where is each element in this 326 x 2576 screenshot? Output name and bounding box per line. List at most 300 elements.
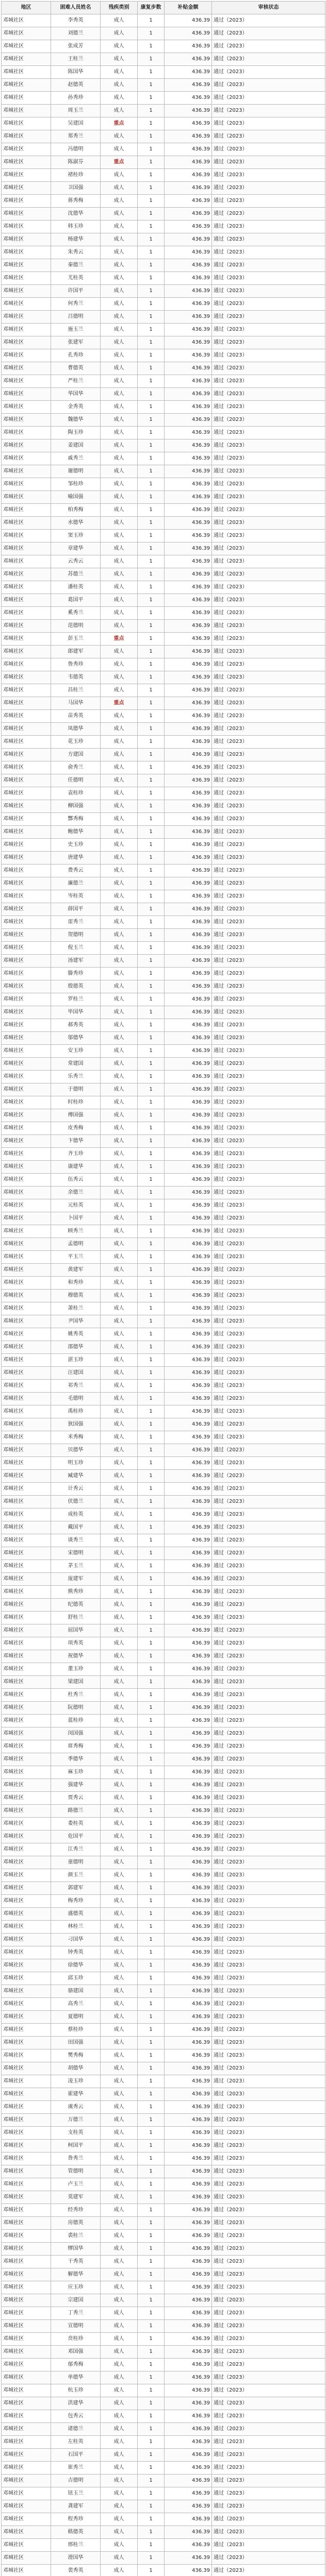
cell-amount: 436.39 xyxy=(165,143,212,156)
cell-steps: 1 xyxy=(138,362,165,375)
cell-region: 邓城社区 xyxy=(2,2243,51,2256)
cell-amount: 436.39 xyxy=(165,1663,212,1676)
cell-steps: 1 xyxy=(138,27,165,40)
cell-name: 陈淑芬 xyxy=(51,156,101,169)
table-row xyxy=(2,1934,325,1946)
cell-amount: 436.39 xyxy=(165,465,212,478)
cell-amount: 436.39 xyxy=(165,1715,212,1727)
cell-type xyxy=(101,1174,138,1187)
cell-region: 邓城社区 xyxy=(2,1431,51,1444)
table-row xyxy=(2,233,325,246)
cell-type xyxy=(101,117,138,130)
cell-region: 邓城社区 xyxy=(2,2565,51,2576)
cell-steps: 1 xyxy=(138,1096,165,1109)
cell-type xyxy=(101,439,138,452)
cell-name: 刘德兰 xyxy=(51,27,101,40)
type-badge: 成人 xyxy=(113,1061,124,1066)
table-row xyxy=(2,555,325,568)
cell-region: 邓城社区 xyxy=(2,2268,51,2281)
cell-status: 通过（2023） xyxy=(212,761,325,774)
cell-amount: 436.39 xyxy=(165,1882,212,1895)
table-row xyxy=(2,1367,325,1380)
cell-amount: 436.39 xyxy=(165,2307,212,2320)
cell-status: 通过（2023） xyxy=(212,530,325,543)
type-badge: 成人 xyxy=(113,842,124,848)
type-badge: 成人 xyxy=(113,1589,124,1595)
cell-steps: 1 xyxy=(138,1805,165,1818)
cell-steps: 1 xyxy=(138,1006,165,1019)
cell-status: 通过（2023） xyxy=(212,1998,325,2011)
table-row xyxy=(2,1921,325,1934)
cell-region: 邓城社区 xyxy=(2,2256,51,2268)
cell-region: 邓城社区 xyxy=(2,1045,51,1058)
cell-status: 通过（2023） xyxy=(212,2024,325,2037)
cell-status: 通过（2023） xyxy=(212,14,325,27)
cell-amount: 436.39 xyxy=(165,1959,212,1972)
cell-amount: 436.39 xyxy=(165,478,212,491)
cell-steps: 1 xyxy=(138,40,165,53)
cell-amount: 436.39 xyxy=(165,1934,212,1946)
cell-region: 邓城社区 xyxy=(2,2037,51,2049)
cell-region: 邓城社区 xyxy=(2,2552,51,2565)
cell-region: 邓城社区 xyxy=(2,2024,51,2037)
cell-status: 通过（2023） xyxy=(212,1251,325,1264)
cell-region: 邓城社区 xyxy=(2,1109,51,1122)
cell-type xyxy=(101,1843,138,1856)
cell-amount: 436.39 xyxy=(165,1753,212,1766)
cell-type xyxy=(101,1547,138,1560)
type-badge: 成人 xyxy=(113,2053,124,2058)
type-badge: 成人 xyxy=(113,1885,124,1891)
table-row xyxy=(2,2513,325,2526)
cell-type xyxy=(101,2256,138,2268)
cell-steps: 1 xyxy=(138,1354,165,1367)
cell-amount: 436.39 xyxy=(165,1624,212,1637)
cell-region: 邓城社区 xyxy=(2,2011,51,2024)
cell-amount: 436.39 xyxy=(165,2281,212,2294)
cell-amount: 436.39 xyxy=(165,1985,212,1998)
cell-amount: 436.39 xyxy=(165,852,212,865)
cell-status: 通过（2023） xyxy=(212,852,325,865)
cell-name: 邬德华 xyxy=(51,1032,101,1045)
cell-steps: 1 xyxy=(138,439,165,452)
cell-type xyxy=(101,105,138,117)
cell-status: 通过（2023） xyxy=(212,195,325,208)
cell-region: 邓城社区 xyxy=(2,324,51,336)
cell-type xyxy=(101,2423,138,2436)
cell-amount: 436.39 xyxy=(165,2565,212,2576)
cell-name: 祁秀兰 xyxy=(51,1380,101,1393)
cell-name: 左桂英 xyxy=(51,2436,101,2449)
cell-name: 柯国平 xyxy=(51,2140,101,2153)
cell-region: 邓城社区 xyxy=(2,1290,51,1302)
cell-amount: 436.39 xyxy=(165,903,212,916)
cell-type xyxy=(101,452,138,465)
cell-name: 卫国强 xyxy=(51,182,101,195)
cell-name: 贝德华 xyxy=(51,1444,101,1457)
cell-name: 孙秀珍 xyxy=(51,92,101,105)
type-badge: 成人 xyxy=(113,404,124,410)
cell-name: 刁国华 xyxy=(51,1934,101,1946)
type-badge: 成人 xyxy=(113,2065,124,2071)
type-badge: 成人 xyxy=(113,2233,124,2239)
cell-steps: 1 xyxy=(138,1212,165,1225)
cell-type xyxy=(101,1637,138,1650)
cell-amount: 436.39 xyxy=(165,1650,212,1663)
cell-amount: 436.39 xyxy=(165,813,212,826)
cell-region: 邓城社区 xyxy=(2,1766,51,1779)
cell-status: 通过（2023） xyxy=(212,1290,325,1302)
table-row xyxy=(2,2410,325,2423)
cell-region: 邓城社区 xyxy=(2,2294,51,2307)
cell-region: 邓城社区 xyxy=(2,1599,51,1612)
table-row xyxy=(2,1663,325,1676)
cell-type xyxy=(101,1058,138,1071)
cell-amount: 436.39 xyxy=(165,736,212,749)
cell-steps: 1 xyxy=(138,1534,165,1547)
cell-name: 祝德华 xyxy=(51,1650,101,1663)
cell-region: 邓城社区 xyxy=(2,117,51,130)
cell-type xyxy=(101,311,138,324)
cell-status: 通过（2023） xyxy=(212,2307,325,2320)
cell-region: 邓城社区 xyxy=(2,955,51,968)
cell-region: 邓城社区 xyxy=(2,233,51,246)
cell-steps: 1 xyxy=(138,1637,165,1650)
cell-region: 邓城社区 xyxy=(2,388,51,401)
cell-region: 邓城社区 xyxy=(2,517,51,530)
cell-steps: 1 xyxy=(138,1225,165,1238)
cell-status: 通过（2023） xyxy=(212,1805,325,1818)
cell-region: 邓城社区 xyxy=(2,285,51,298)
table-row xyxy=(2,117,325,130)
cell-status: 通过（2023） xyxy=(212,2127,325,2140)
cell-steps: 1 xyxy=(138,2178,165,2191)
cell-steps: 1 xyxy=(138,1599,165,1612)
cell-name: 章建华 xyxy=(51,543,101,555)
cell-status: 通过（2023） xyxy=(212,736,325,749)
type-badge: 成人 xyxy=(113,1048,124,1054)
cell-amount: 436.39 xyxy=(165,130,212,143)
cell-amount: 436.39 xyxy=(165,1843,212,1856)
cell-steps: 1 xyxy=(138,1470,165,1483)
cell-status: 通过（2023） xyxy=(212,2230,325,2243)
table-row xyxy=(2,710,325,723)
cell-region: 邓城社区 xyxy=(2,1496,51,1509)
cell-region: 邓城社区 xyxy=(2,710,51,723)
cell-amount: 436.39 xyxy=(165,66,212,79)
cell-name: 单德华 xyxy=(51,2371,101,2384)
cell-name: 纪德英 xyxy=(51,1599,101,1612)
table-row xyxy=(2,27,325,40)
cell-name: 鲁秀珍 xyxy=(51,658,101,671)
cell-amount: 436.39 xyxy=(165,1779,212,1792)
cell-type xyxy=(101,2243,138,2256)
cell-name: 徐德华 xyxy=(51,1959,101,1972)
table-row xyxy=(2,1277,325,1290)
cell-name: 路德兰 xyxy=(51,1805,101,1818)
table-row xyxy=(2,581,325,594)
table-row xyxy=(2,53,325,66)
cell-type xyxy=(101,1251,138,1264)
cell-amount: 436.39 xyxy=(165,1457,212,1470)
cell-status: 通过（2023） xyxy=(212,401,325,414)
cell-status: 通过（2023） xyxy=(212,890,325,903)
cell-name: 夏德明 xyxy=(51,2011,101,2024)
cell-region: 邓城社区 xyxy=(2,2307,51,2320)
cell-name: 洪建华 xyxy=(51,2397,101,2410)
cell-region: 邓城社区 xyxy=(2,736,51,749)
cell-type xyxy=(101,1792,138,1805)
cell-name: 邵德华 xyxy=(51,1341,101,1354)
cell-name: 邹桂珍 xyxy=(51,478,101,491)
type-badge: 成人 xyxy=(113,1911,124,1917)
cell-amount: 436.39 xyxy=(165,1405,212,1418)
type-badge: 成人 xyxy=(113,236,124,242)
cell-steps: 1 xyxy=(138,1148,165,1161)
cell-amount: 436.39 xyxy=(165,105,212,117)
cell-amount: 436.39 xyxy=(165,1792,212,1805)
cell-status: 通过（2023） xyxy=(212,2243,325,2256)
table-row xyxy=(2,272,325,285)
table-row xyxy=(2,246,325,259)
cell-status: 通过（2023） xyxy=(212,903,325,916)
cell-region: 邓城社区 xyxy=(2,1315,51,1328)
cell-status: 通过（2023） xyxy=(212,2153,325,2165)
cell-region: 邓城社区 xyxy=(2,1521,51,1534)
cell-amount: 436.39 xyxy=(165,1921,212,1934)
cell-amount: 436.39 xyxy=(165,2333,212,2346)
cell-steps: 1 xyxy=(138,1277,165,1290)
cell-region: 邓城社区 xyxy=(2,298,51,311)
cell-amount: 436.39 xyxy=(165,195,212,208)
cell-name: 朱秀云 xyxy=(51,246,101,259)
type-badge: 成人 xyxy=(113,430,124,435)
cell-amount: 436.39 xyxy=(165,1766,212,1779)
cell-steps: 1 xyxy=(138,929,165,942)
cell-steps: 1 xyxy=(138,530,165,543)
cell-region: 邓城社区 xyxy=(2,1225,51,1238)
cell-status: 通过（2023） xyxy=(212,813,325,826)
cell-steps: 1 xyxy=(138,272,165,285)
cell-amount: 436.39 xyxy=(165,1831,212,1843)
cell-name: 陈国华 xyxy=(51,66,101,79)
cell-region: 邓城社区 xyxy=(2,2423,51,2436)
cell-amount: 436.39 xyxy=(165,1547,212,1560)
type-badge: 成人 xyxy=(113,906,124,912)
cell-steps: 1 xyxy=(138,130,165,143)
cell-status: 通过（2023） xyxy=(212,2410,325,2423)
cell-status: 通过（2023） xyxy=(212,221,325,233)
cell-region: 邓城社区 xyxy=(2,1277,51,1290)
type-badge: 成人 xyxy=(113,1241,124,1247)
table-row xyxy=(2,427,325,439)
cell-status: 通过（2023） xyxy=(212,2088,325,2101)
cell-steps: 1 xyxy=(138,233,165,246)
table-row xyxy=(2,2462,325,2475)
cell-name: 姚秀英 xyxy=(51,1328,101,1341)
table-row xyxy=(2,2475,325,2487)
cell-status: 通过（2023） xyxy=(212,259,325,272)
type-badge: 成人 xyxy=(113,2490,124,2496)
cell-steps: 1 xyxy=(138,749,165,761)
cell-name: 梅秀珍 xyxy=(51,1895,101,1908)
cell-name: 杭玉珍 xyxy=(51,2384,101,2397)
cell-amount: 436.39 xyxy=(165,1019,212,1032)
type-badge: 成人 xyxy=(113,2014,124,2020)
cell-steps: 1 xyxy=(138,401,165,414)
cell-steps: 1 xyxy=(138,2256,165,2268)
cell-type xyxy=(101,2410,138,2423)
table-row xyxy=(2,143,325,156)
cell-type xyxy=(101,594,138,607)
cell-name: 俞秀兰 xyxy=(51,761,101,774)
table-row xyxy=(2,324,325,336)
cell-region: 邓城社区 xyxy=(2,1831,51,1843)
table-row xyxy=(2,1547,325,1560)
table-row xyxy=(2,1135,325,1148)
table-row xyxy=(2,633,325,646)
cell-type xyxy=(101,839,138,852)
cell-amount: 436.39 xyxy=(165,1212,212,1225)
cell-status: 通过（2023） xyxy=(212,2539,325,2552)
table-row xyxy=(2,607,325,620)
cell-name: 熊秀珍 xyxy=(51,1586,101,1599)
cell-amount: 436.39 xyxy=(165,517,212,530)
cell-steps: 1 xyxy=(138,877,165,890)
table-row xyxy=(2,1444,325,1457)
cell-type xyxy=(101,2191,138,2204)
table-row xyxy=(2,439,325,452)
cell-name: 干秀英 xyxy=(51,2256,101,2268)
type-badge: 成人 xyxy=(113,1679,124,1685)
table-row xyxy=(2,1457,325,1470)
type-badge: 成人 xyxy=(113,1383,124,1388)
cell-name: 严桂兰 xyxy=(51,375,101,388)
cell-amount: 436.39 xyxy=(165,1599,212,1612)
cell-status: 通过（2023） xyxy=(212,1534,325,1547)
type-badge: 成人 xyxy=(113,1718,124,1723)
cell-status: 通过（2023） xyxy=(212,723,325,736)
cell-type xyxy=(101,1405,138,1418)
cell-region: 邓城社区 xyxy=(2,2075,51,2088)
table-row xyxy=(2,877,325,890)
cell-name: 郎建军 xyxy=(51,646,101,658)
cell-region: 邓城社区 xyxy=(2,1740,51,1753)
cell-name: 娄桂英 xyxy=(51,1818,101,1831)
cell-amount: 436.39 xyxy=(165,1586,212,1599)
table-row xyxy=(2,684,325,697)
table-row xyxy=(2,478,325,491)
cell-type xyxy=(101,543,138,555)
cell-name: 萧桂兰 xyxy=(51,1302,101,1315)
cell-type xyxy=(101,1277,138,1290)
table-row xyxy=(2,2062,325,2075)
table-row xyxy=(2,40,325,53)
cell-status: 通过（2023） xyxy=(212,2371,325,2384)
cell-region: 邓城社区 xyxy=(2,1959,51,1972)
cell-status: 通过（2023） xyxy=(212,362,325,375)
cell-amount: 436.39 xyxy=(165,839,212,852)
type-badge: 成人 xyxy=(113,919,124,925)
cell-status: 通过（2023） xyxy=(212,839,325,852)
cell-type xyxy=(101,1624,138,1637)
cell-name: 盛德英 xyxy=(51,1908,101,1921)
cell-type xyxy=(101,2127,138,2140)
cell-region: 邓城社区 xyxy=(2,1650,51,1663)
cell-status: 通过（2023） xyxy=(212,1354,325,1367)
cell-region: 邓城社区 xyxy=(2,1302,51,1315)
cell-amount: 436.39 xyxy=(165,1058,212,1071)
cell-status: 通过（2023） xyxy=(212,105,325,117)
cell-type xyxy=(101,633,138,646)
cell-name: 顾秀兰 xyxy=(51,1225,101,1238)
cell-region: 邓城社区 xyxy=(2,246,51,259)
type-badge: 成人 xyxy=(113,739,124,744)
cell-region: 邓城社区 xyxy=(2,1534,51,1547)
table-row xyxy=(2,375,325,388)
cell-amount: 436.39 xyxy=(165,1096,212,1109)
cell-region: 邓城社区 xyxy=(2,980,51,993)
cell-name: 邱玉珍 xyxy=(51,1972,101,1985)
table-row xyxy=(2,1212,325,1225)
cell-name: 茅玉兰 xyxy=(51,1560,101,1573)
cell-name: 明玉珍 xyxy=(51,1457,101,1470)
cell-status: 通过（2023） xyxy=(212,388,325,401)
cell-amount: 436.39 xyxy=(165,1135,212,1148)
cell-status: 通过（2023） xyxy=(212,2475,325,2487)
type-badge: 成人 xyxy=(113,1177,124,1182)
table-row xyxy=(2,2153,325,2165)
cell-name: 周玉兰 xyxy=(51,105,101,117)
cell-steps: 1 xyxy=(138,2487,165,2500)
type-badge: 成人 xyxy=(113,2220,124,2226)
table-row xyxy=(2,1895,325,1908)
cell-amount: 436.39 xyxy=(165,272,212,285)
cell-region: 邓城社区 xyxy=(2,2281,51,2294)
cell-steps: 1 xyxy=(138,2346,165,2359)
type-badge: 成人 xyxy=(113,2516,124,2522)
cell-type xyxy=(101,1805,138,1818)
type-badge: 成人 xyxy=(113,340,124,345)
cell-status: 通过（2023） xyxy=(212,2526,325,2539)
type-badge: 成人 xyxy=(113,1898,124,1904)
cell-status: 通过（2023） xyxy=(212,1212,325,1225)
cell-name: 滑国华 xyxy=(51,2552,101,2565)
cell-region: 邓城社区 xyxy=(2,826,51,839)
cell-steps: 1 xyxy=(138,478,165,491)
cell-amount: 436.39 xyxy=(165,826,212,839)
cell-type xyxy=(101,929,138,942)
table-row xyxy=(2,2346,325,2359)
cell-amount: 436.39 xyxy=(165,1122,212,1135)
type-badge: 成人 xyxy=(113,1988,124,1994)
cell-amount: 436.39 xyxy=(165,2410,212,2423)
cell-type xyxy=(101,813,138,826)
cell-type xyxy=(101,980,138,993)
cell-status: 通过（2023） xyxy=(212,2462,325,2475)
cell-status: 通过（2023） xyxy=(212,942,325,955)
cell-region: 邓城社区 xyxy=(2,156,51,169)
cell-region: 邓城社区 xyxy=(2,1869,51,1882)
cell-steps: 1 xyxy=(138,813,165,826)
cell-amount: 436.39 xyxy=(165,2165,212,2178)
cell-amount: 436.39 xyxy=(165,2127,212,2140)
cell-status: 通过（2023） xyxy=(212,1277,325,1290)
cell-name: 阮德明 xyxy=(51,1702,101,1715)
cell-region: 邓城社区 xyxy=(2,2462,51,2475)
cell-amount: 436.39 xyxy=(165,1354,212,1367)
cell-status: 通过（2023） xyxy=(212,1367,325,1380)
